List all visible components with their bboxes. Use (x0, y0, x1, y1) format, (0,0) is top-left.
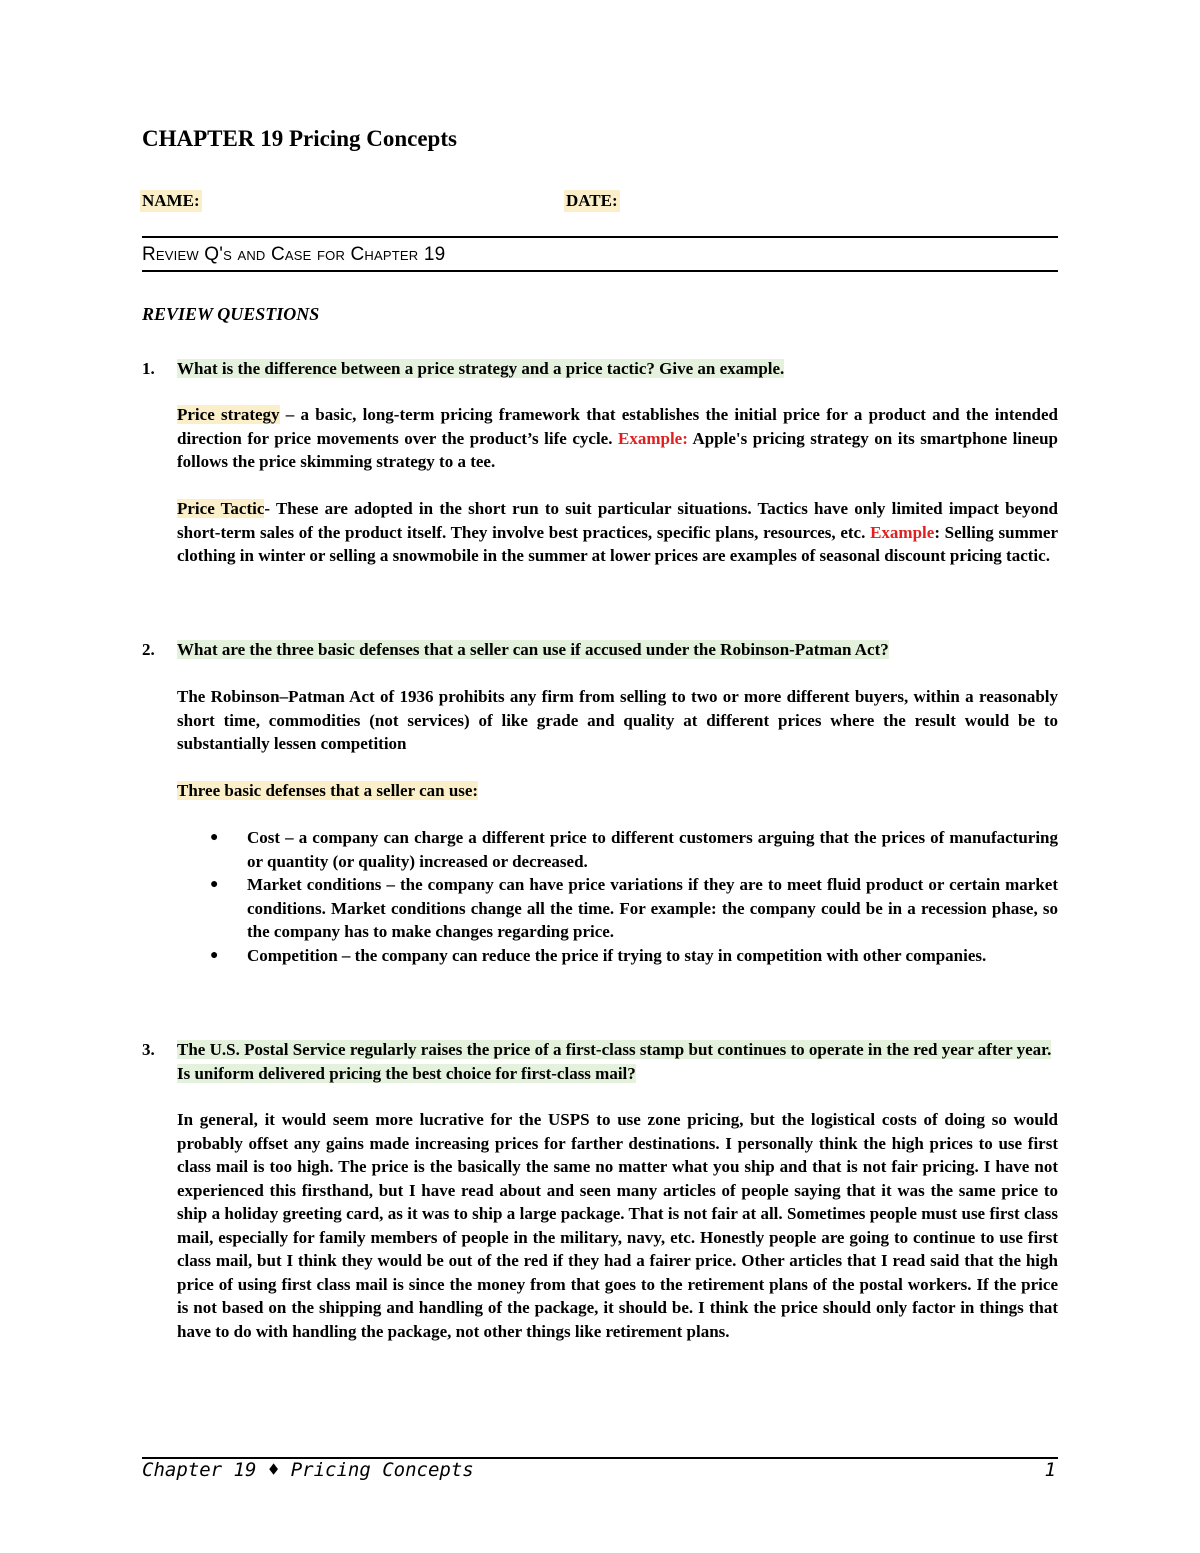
subheading: Review Q's and Case for Chapter 19 (142, 244, 446, 265)
question-text: What are the three basic defenses that a seller can use if accused under the Robinson-Patman Act? (177, 640, 889, 659)
page-title: CHAPTER 19 Pricing Concepts (142, 126, 457, 151)
usps-answer: In general, it would seem more lucrative for the USPS to use zone pricing, but the logistical costs of doing so would probably offset any gains made increasing prices for farther destinations. I personally think the high prices to use first class mail is too high. The price is the basically the same no matter what you ship and that is not fair pricing. I have not experienced this firsthand, but I have read about and seen many articles of people saying that it was the same price to ship a holiday greeting card, as it was to ship a large package. That is not fair at all. Sometimes people must use first class mail, especially for family members of people in the military, navy, etc. Honestly people are going to continue to use first class mail, but I think they would be out of the red if they had a fairer price. Other articles that I read said that the high price of using first class mail is since the money from that goes to the retirement plans of the postal workers. If the price is not based on the shipping and handling of the package, it should be. I think the price should only factor in things that have to do with handling the package, not other things like retirement plans. (177, 1110, 1058, 1341)
defenses-label-text: Three basic defenses that a seller can use: (177, 781, 479, 800)
page-footer (142, 1459, 1058, 1481)
robinson-patman-intro: The Robinson–Patman Act of 1936 prohibits any firm from selling to two or more different buyers, within a reasonably short time, commodities (not services) of like grade and quality at different prices where the result would be to substantially lessen competition (177, 687, 1058, 753)
example-body: Apple's pricing strategy on its smartphone lineup follows the price skimming strategy to a tee. (177, 428, 1058, 471)
question-text: The U.S. Postal Service regularly raises the price of a first-class stamp but continues to operate in the red year after year. Is uniform delivered pricing the best choice for first-class mail? (177, 1040, 1052, 1083)
question-2 (142, 638, 1058, 662)
question-1 (142, 357, 1058, 381)
answer-price-strategy (177, 403, 1058, 474)
bullet-icon: ● (210, 947, 219, 963)
bottom-rule (142, 270, 1058, 272)
section-heading: REVIEW QUESTIONS (142, 304, 320, 324)
question-number: 1. (142, 359, 155, 378)
list-item (177, 944, 1058, 968)
footer-text: Chapter 19 ♦ Pricing Concepts (142, 1459, 474, 1481)
top-rule (142, 236, 1058, 238)
answer-body: – a basic, long-term pricing framework that establishes the initial price for a product and the intended direction for price movements over the product’s life cycle. (177, 405, 1059, 448)
bullet-icon: ● (210, 877, 219, 892)
page-number: 1 (1044, 1459, 1056, 1481)
question-3 (142, 1038, 1058, 1085)
example-label: Example (870, 522, 935, 542)
answer-body: - These are adopted in the short run to suit particular situations. Tactics have only limited impact beyond short-term sales of the product itself. They involve best practices, specific plans, resources, etc. (177, 499, 1058, 542)
list-item-text: Market conditions – the company can have price variations if they are to meet fluid product or certain market conditions. Market conditions change all the time. For example: the company could be in a recession phase, so the company has to make changes regarding price. (247, 875, 1058, 941)
term-label: Price Tactic (177, 499, 265, 518)
list-item (177, 873, 1058, 944)
defenses-label (177, 779, 1058, 803)
defenses-list (177, 826, 1058, 967)
term-label: Price strategy (177, 405, 280, 424)
list-item-text: Competition – the company can reduce the price if trying to stay in competition with other companies. (247, 945, 987, 965)
bullet-icon: ● (210, 830, 219, 845)
example-label: Example: (617, 428, 688, 448)
answer-price-tactic (177, 497, 1058, 568)
example-body: : Selling summer clothing in winter or selling a snowmobile in the summer at lower prices are examples of seasonal discount pricing tactic. (177, 522, 1058, 565)
question-number: 3. (142, 1040, 155, 1059)
list-item-text: Cost – a company can charge a different price to different customers arguing that the prices of manufacturing or quantity (or quality) increased or decreased. (247, 828, 1058, 871)
list-item (177, 826, 1058, 873)
date-label: DATE: (566, 191, 618, 210)
question-text: What is the difference between a price strategy and a price tactic? Give an example. (177, 359, 785, 378)
name-label: NAME: (142, 191, 200, 210)
question-number: 2. (142, 640, 155, 659)
